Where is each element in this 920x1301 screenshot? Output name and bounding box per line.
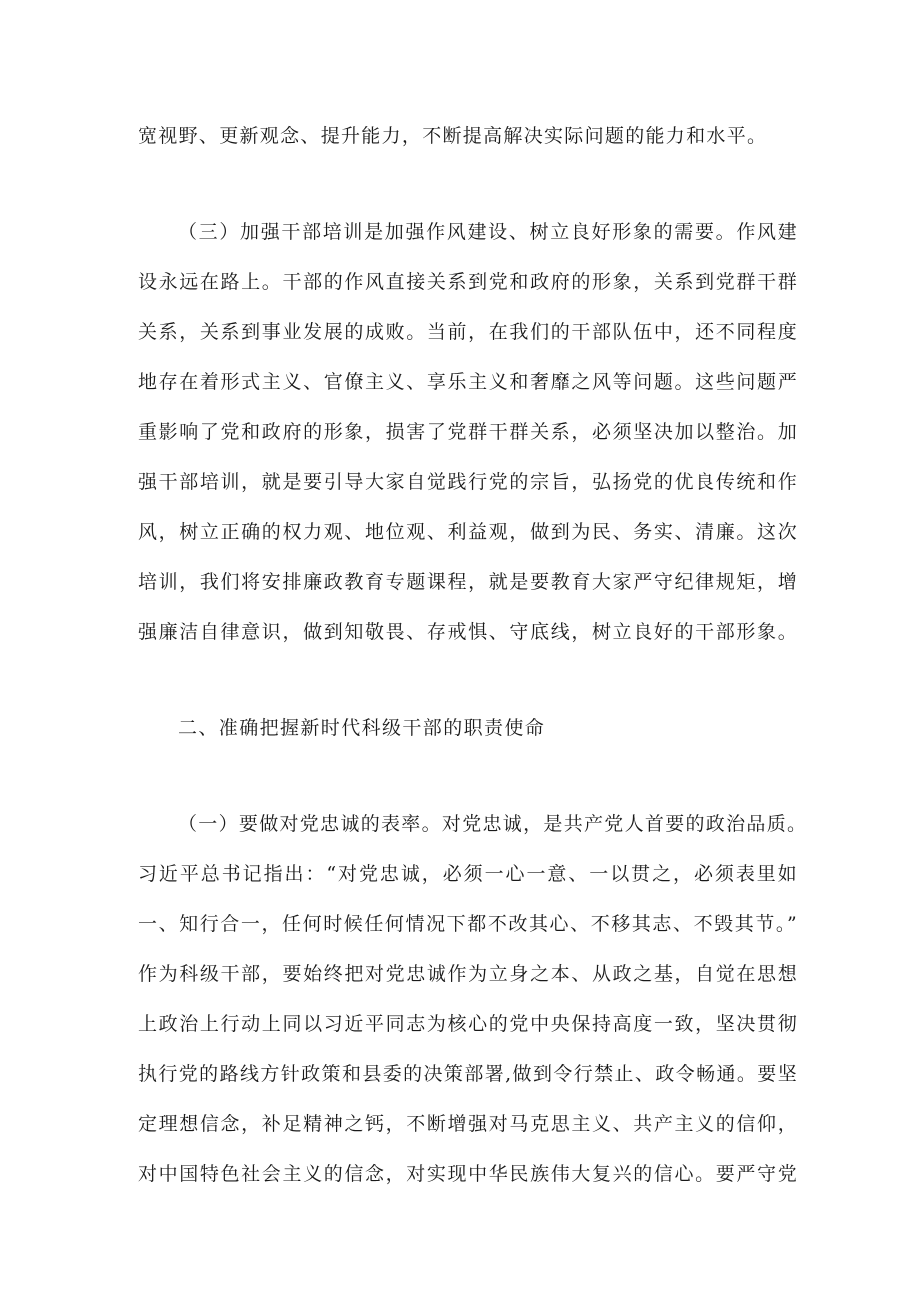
paragraph-line: 习近平总书记指出：“对党忠诚，必须一心一意、一以贯之，必须表里如 <box>138 863 798 885</box>
paragraph-line: 风，树立正确的权力观、地位观、利益观，做到为民、务实、清廉。这次 <box>138 521 798 543</box>
paragraph-line: 执行党的路线方针政策和县委的决策部署,做到令行禁止、政令畅通。要坚 <box>138 1063 798 1085</box>
paragraph-line: 重影响了党和政府的形象，损害了党群干群关系，必须坚决加以整治。加 <box>138 421 798 443</box>
paragraph-line: 一、知行合一，任何时候任何情况下都不改其心、不移其志、不毁其节。” <box>138 913 798 935</box>
paragraph-line: 强干部培训，就是要引导大家自觉践行党的宗旨，弘扬党的优良传统和作 <box>138 471 798 493</box>
paragraph-line: 宽视野、更新观念、提升能力，不断提高解决实际问题的能力和水平。 <box>138 125 768 147</box>
paragraph-line: 设永远在路上。干部的作风直接关系到党和政府的形象，关系到党群干群 <box>138 271 798 293</box>
paragraph-line: 关系，关系到事业发展的成败。当前，在我们的干部队伍中，还不同程度 <box>138 321 798 343</box>
paragraph-line: 对中国特色社会主义的信念，对实现中华民族伟大复兴的信心。要严守党 <box>138 1163 798 1185</box>
paragraph-line: 作为科级干部，要始终把对党忠诚作为立身之本、从政之基，自觉在思想 <box>138 963 798 985</box>
paragraph-line: 培训，我们将安排廉政教育专题课程，就是要教育大家严守纪律规矩，增 <box>138 571 798 593</box>
section-heading: 二、准确把握新时代科级干部的职责使命 <box>178 717 546 739</box>
paragraph-line: 定理想信念，补足精神之钙，不断增强对马克思主义、共产主义的信仰， <box>138 1113 798 1135</box>
paragraph-line: 强廉洁自律意识，做到知敬畏、存戒惧、守底线，树立良好的干部形象。 <box>138 621 798 643</box>
paragraph-line: 上政治上行动上同以习近平同志为核心的党中央保持高度一致，坚决贯彻 <box>138 1013 798 1035</box>
paragraph-line: （一）要做对党忠诚的表率。对党忠诚，是共产党人首要的政治品质。 <box>178 813 808 835</box>
paragraph-line: （三）加强干部培训是加强作风建设、树立良好形象的需要。作风建 <box>178 221 798 243</box>
paragraph-line: 地存在着形式主义、官僚主义、享乐主义和奢靡之风等问题。这些问题严 <box>138 371 798 393</box>
